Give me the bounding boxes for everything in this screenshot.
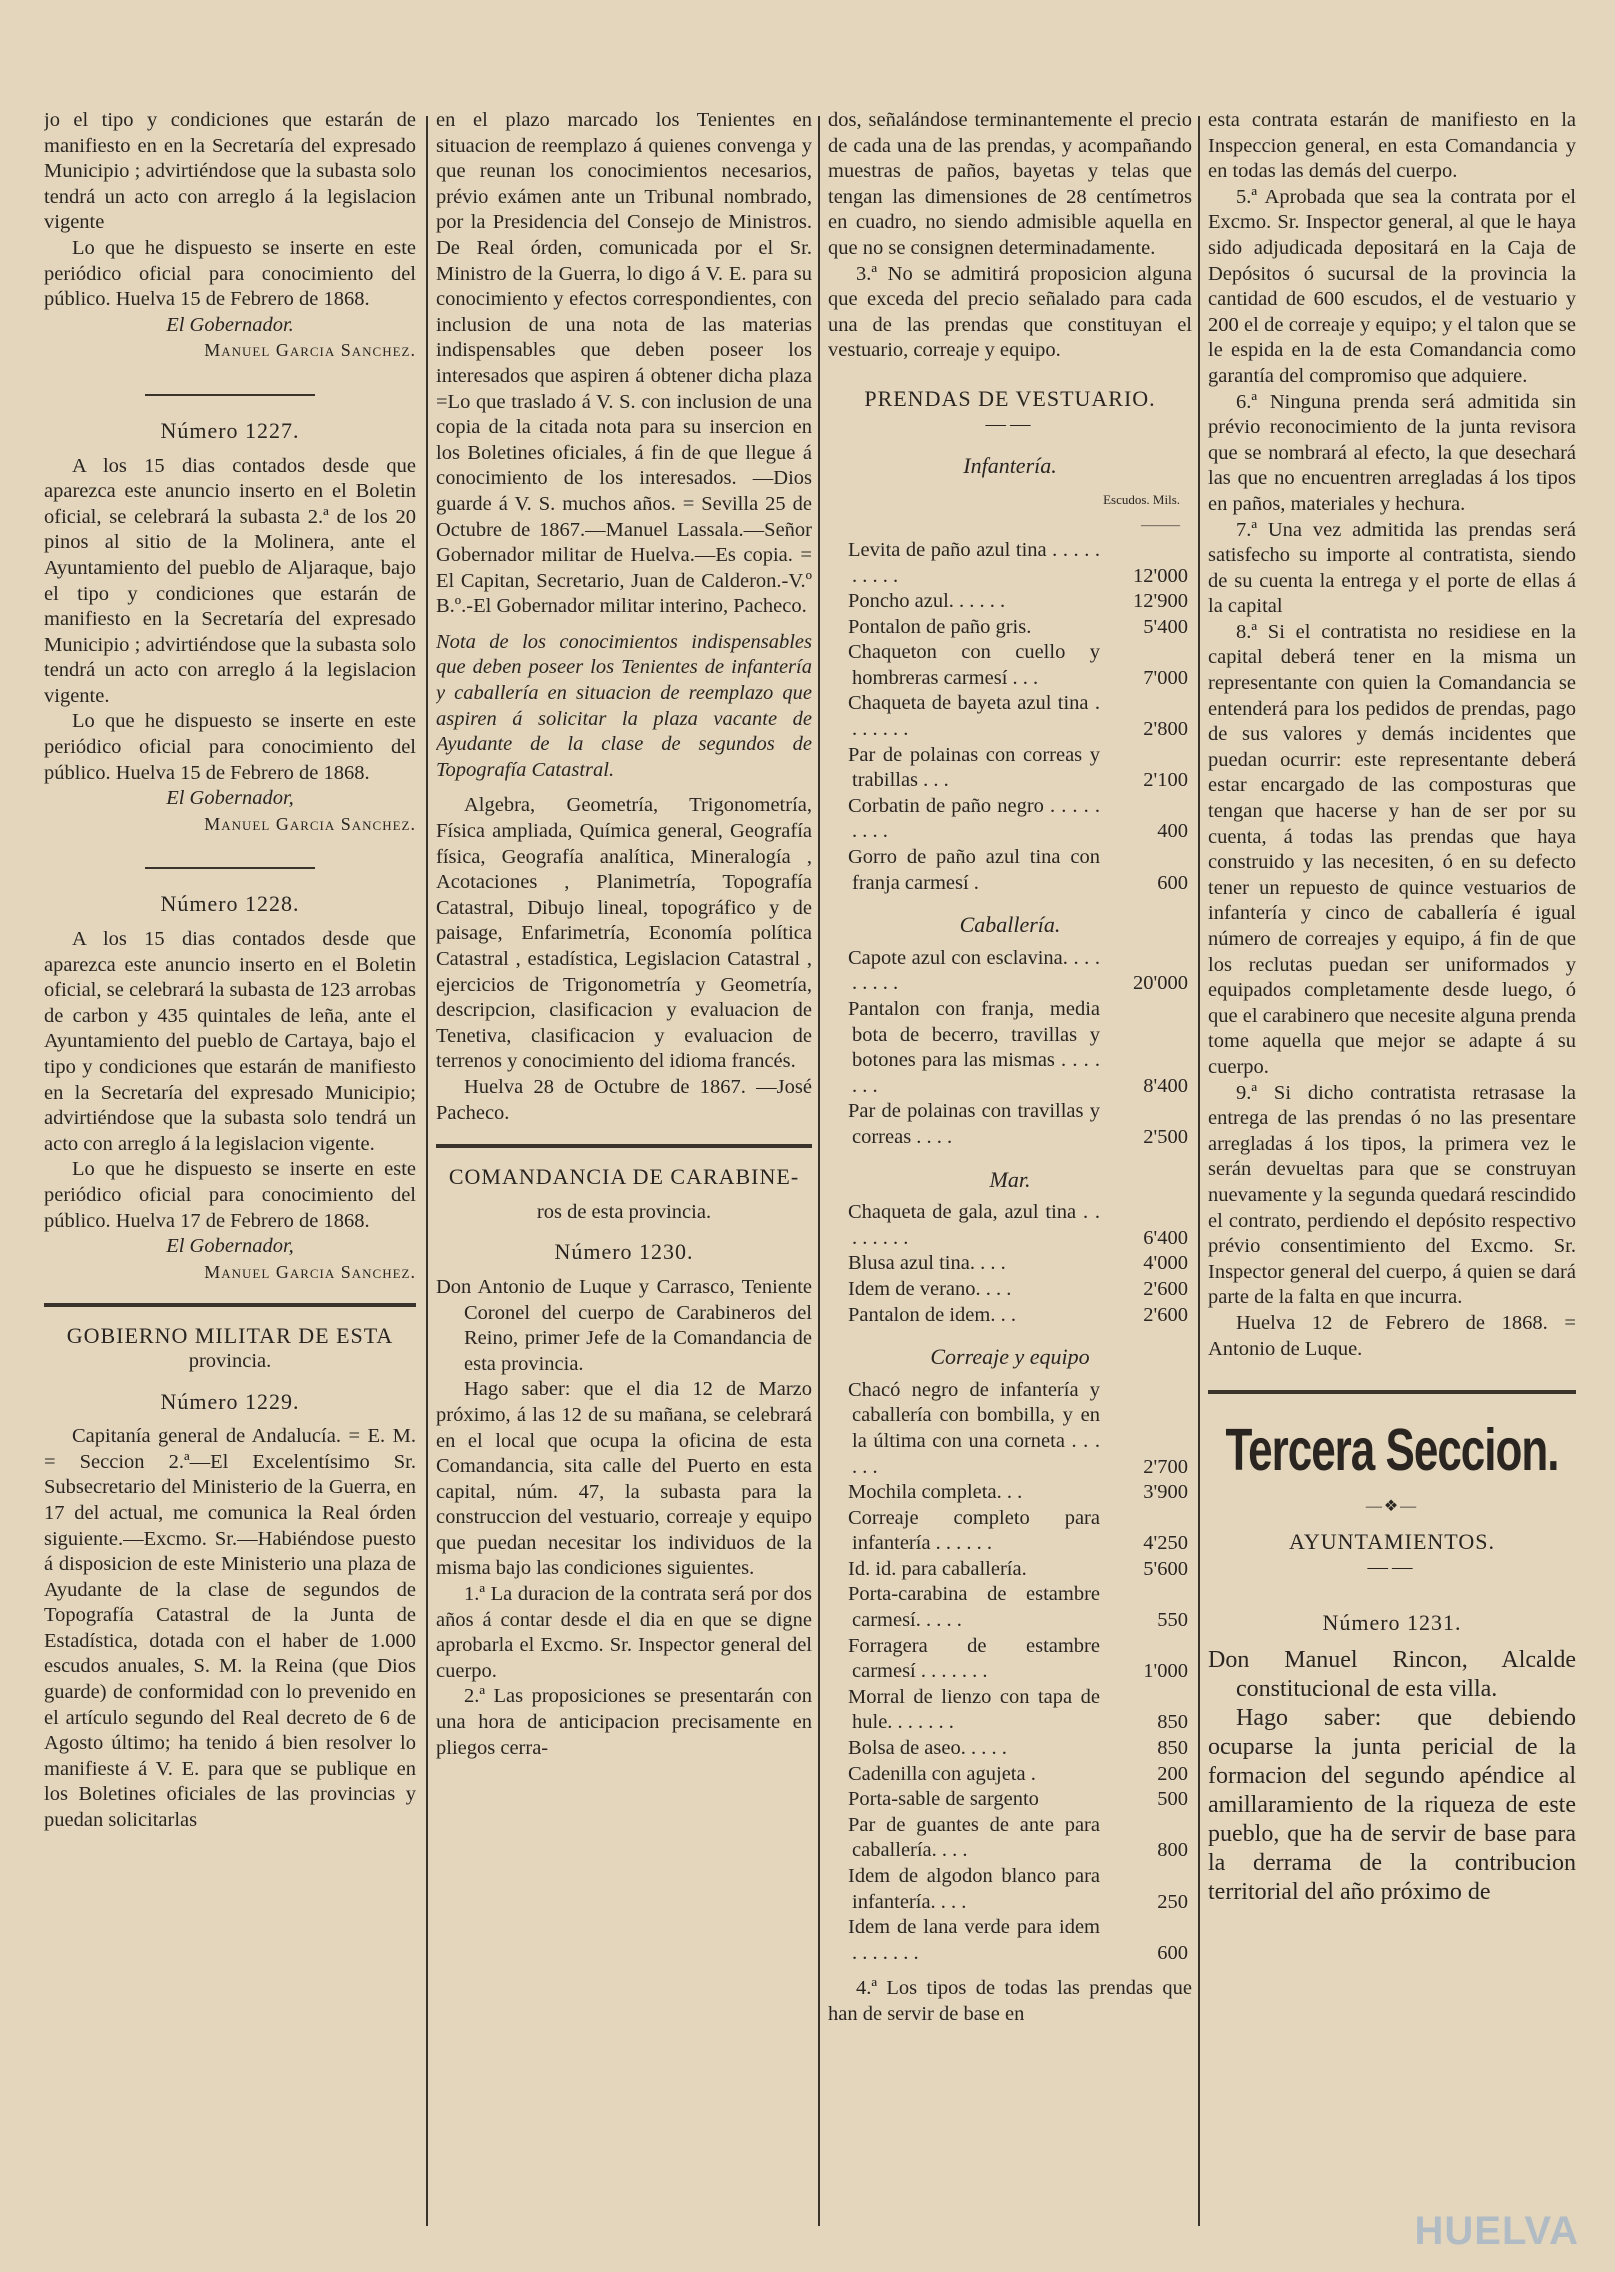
price-item-value: 4'250 <box>1143 1532 1188 1555</box>
price-item <box>828 1864 1192 1915</box>
price-item-value: 5'400 <box>1143 615 1188 638</box>
price-item <box>828 946 1192 997</box>
price-item-desc: Cadenilla con agujeta . <box>848 1762 1036 1785</box>
price-item-desc: Chaqueta de bayeta azul tina . . . . . . . <box>848 692 1100 741</box>
paragraph: Don Antonio de Luque y Carrasco, Teniente Coronel del cuerpo de Carabineros del Reino, primer Jefe de la Comandancia de esta provincia. <box>436 1275 812 1375</box>
note-heading: Nota de los conocimientos indispensables que deben poseer los Tenientes de infantería y caballería en situacion de reemplazo que aspiren á solicitar la plaza vacante de Ayudante de la clase de segundos de Topografía Catastral. <box>436 630 812 781</box>
price-item-desc: Idem de algodon blanco para infantería. . . . <box>848 1865 1100 1913</box>
price-item-desc: Forragera de estambre carmesí . . . . . . . <box>848 1634 1100 1683</box>
paragraph: A los 15 dias contados desde que aparezca este anuncio inserto en el Boletin oficial, se celebrará la subasta 2.ª de los 20 pinos al sitio de la Molinera, ante el Ayuntamiento del pueblo de Aljaraque, bajo el tipo y condiciones que estarán de manifiesto en la Secretaría del expresado Municipio ; advirtiéndose que la subasta solo tendrá un acto con arreglo á la legislacion vigente. <box>44 454 416 707</box>
price-list-infanteria <box>828 538 1192 896</box>
price-item-value: 6'400 <box>1143 1226 1188 1249</box>
announcement-number: Número 1227. <box>160 417 300 443</box>
price-item-value: 7'000 <box>1143 666 1188 689</box>
price-item <box>828 743 1192 794</box>
paragraph: 9.ª Si dicho contratista retrasase la entrega de las prendas ó no las presentare arregladas á los tipos, la primera vez le serán devueltas para que se construyan nuevamente y la segunda quedará rescindido el contrato, perdiendo el depósito respectivo prévio consentimiento del Excmo. Sr. Inspector general del cuerpo, á quien se dará parte de la falta en que incurra. <box>1208 1081 1576 1309</box>
column-3 <box>828 108 1192 2258</box>
price-item-value: 850 <box>1157 1737 1188 1760</box>
section-heading: COMANDANCIA DE CARABINE- <box>448 1164 800 1190</box>
price-item-value: 800 <box>1157 1839 1188 1862</box>
price-item <box>828 538 1192 589</box>
price-item <box>828 1251 1192 1277</box>
price-item <box>828 1200 1192 1251</box>
newspaper-page <box>28 108 1593 2258</box>
section-heading: GOBIERNO MILITAR DE ESTA <box>66 1323 394 1349</box>
price-item-value: 20'000 <box>1133 972 1188 995</box>
price-item-desc: Chaqueta de gala, azul tina . . . . . . . . <box>848 1201 1100 1249</box>
price-item-desc: Par de polainas con correas y trabillas . . . <box>848 743 1100 792</box>
price-list-correaje <box>828 1378 1192 1967</box>
price-item-value: 2'600 <box>1143 1277 1188 1300</box>
price-item <box>828 1634 1192 1685</box>
price-item-desc: Pantalon de idem. . . <box>848 1303 1016 1326</box>
price-item <box>828 1378 1192 1480</box>
price-item-desc: Chaqueton con cuello y hombreras carmesí . . . <box>848 641 1100 689</box>
signature-title: El Gobernador, <box>166 1235 294 1258</box>
price-item-desc: Id. id. para caballería. <box>848 1557 1027 1580</box>
price-item <box>828 1506 1192 1557</box>
price-item-desc: Chacó negro de infantería y caballería con bombilla, y en la última con una corneta . . . . . . <box>848 1378 1100 1478</box>
paragraph: Capitanía general de Andalucía. = E. M. = Seccion 2.ª—El Excelentísimo Sr. Subsecretario del Ministerio de la Guerra, en 17 del actual, me comunica la Real órden siguiente.—Excmo. Sr.—Habiéndose puesto á disposicion de este Ministerio una plaza de Ayudante de la clase de segundos de Topografía Catastral de la Junta de Estadística, dotada con el haber de 1.000 escudos anuales, S. M. la Reina (que Dios guarde) de conformidad con lo prevenido en el artículo segundo del Real decreto de 6 de Agosto último; ha tenido á bien resolver lo manifieste á V. E. para que se publique en los Boletines oficiales de las provincias y puedan solicitarlas <box>44 1425 416 1832</box>
price-item <box>828 640 1192 691</box>
paragraph: 3.ª No se admitirá proposicion alguna que exceda del precio señalado para cada una de las prendas que constituyan el vestuario, correaje y equipo. <box>828 262 1192 362</box>
price-item-value: 500 <box>1157 1788 1188 1811</box>
price-item-value: 2'800 <box>1143 718 1188 741</box>
paragraph: Lo que he dispuesto se inserte en este periódico oficial para conocimiento del público. Huelva 15 de Febrero de 1868. <box>44 710 416 784</box>
announcement-number: Número 1231. <box>1322 1610 1462 1636</box>
price-item-value: 1'000 <box>1143 1660 1188 1683</box>
price-item-value: 5'600 <box>1143 1557 1188 1580</box>
price-item-value: 3'900 <box>1143 1481 1188 1504</box>
price-item-value: 2'100 <box>1143 769 1188 792</box>
paragraph: jo el tipo y condiciones que estarán de manifiesto en en la Secretaría del expresado Municipio ; advirtiéndose que la subasta solo tendrá un acto con arreglo á la legislacion vigente <box>44 109 416 234</box>
paragraph: 4.ª Los tipos de todas las prendas que han de servir de base en <box>828 1977 1192 2025</box>
column-2 <box>436 108 812 2258</box>
price-item <box>828 1557 1192 1583</box>
signature-name: Manuel Garcia Sanchez. <box>204 340 416 361</box>
price-list-caballeria <box>828 946 1192 1151</box>
section-divider <box>1208 1390 1576 1394</box>
price-item <box>828 1099 1192 1150</box>
price-item <box>828 1736 1192 1762</box>
paragraph: 7.ª Una vez admitida las prendas será satisfecho su importe al contratista, siendo de su cuenta la entrega y el porte de ellas á la capital <box>1208 518 1576 618</box>
price-item-desc: Idem de lana verde para idem . . . . . . . <box>848 1916 1100 1964</box>
price-item-desc: Pantalon con franja, media bota de becerro, travillas y botones para las mismas . . . . . . . <box>848 998 1100 1097</box>
price-item <box>828 589 1192 615</box>
price-item <box>828 615 1192 641</box>
column-rule <box>426 116 428 2226</box>
paragraph: 8.ª Si el contratista no residiese en la capital deberá tener en la misma un representante con quien la Comandancia se entenderá para los pedidos de prendas, pago de sus valores y demás incidentes que puedan ocurrir: este representante deberá estar encargado de las composturas que tengan que hacerse y han de ser por su cuenta, á todas las prendas que haya construido y las necesiten, ó en su defecto tener un repuesto de quince vestuarios de infantería y cinco de caballería é igual número de correajes y equipo, á fin de que los reclutas puedan ser uniformados y equipados completamente desde luego, ó que el carabinero que necesite alguna prenda tome aquella que mejor se adapte á su cuerpo. <box>1208 620 1576 1078</box>
price-item-desc: Gorro de paño azul tina con franja carmesí . <box>848 846 1100 894</box>
paragraph: Lo que he dispuesto se inserte en este periódico oficial para conocimiento del público. Huelva 15 de Febrero de 1868. <box>44 236 416 311</box>
price-item-desc: Capote azul con esclavina. . . . . . . . . <box>848 946 1100 995</box>
price-item-value: 2'700 <box>1143 1455 1188 1478</box>
announcement-number: Número 1228. <box>160 891 300 917</box>
price-item <box>828 1762 1192 1788</box>
section-divider <box>436 1144 812 1148</box>
date-line: Huelva 12 de Febrero de 1868. = Antonio de Luque. <box>1208 1311 1576 1360</box>
price-item <box>828 997 1192 1099</box>
paragraph: Algebra, Geometría, Trigonometría, Física ampliada, Química general, Geografía física, Geografía analítica, Mineralogía , Acotaciones , Planimetría, Topografía Catastral, Dibujo lineal, topográfico y de paisage, Enfarimetría, Economía política Catastral , estadística, Legislacion Catastral , ejercicios de Trigonometría y Geometría, descripcion, clasificacion y evaluacion de Tenetiva, clasificacion y evaluacion de terrenos y conocimiento del idioma francés. <box>436 794 812 1073</box>
category-heading: Caballería. <box>959 912 1061 938</box>
price-item-desc: Corbatin de paño negro . . . . . . . . . <box>848 794 1100 843</box>
dash-ornament: —— <box>985 412 1035 435</box>
section-subheading: provincia. <box>188 1349 272 1372</box>
price-item-desc: Porta-carabina de estambre carmesí. . . . . <box>848 1583 1100 1632</box>
price-item-desc: Levita de paño azul tina . . . . . . . . . . <box>848 538 1100 587</box>
price-item <box>828 1582 1192 1633</box>
price-item-desc: Par de guantes de ante para caballería. . . . <box>848 1813 1100 1862</box>
date-line: Huelva 28 de Octubre de 1867. —José Pacheco. <box>436 1075 812 1124</box>
price-item-value: 200 <box>1157 1762 1188 1785</box>
price-item-desc: Correaje completo para infantería . . . . . . <box>848 1506 1100 1555</box>
announcement-number: Número 1230. <box>554 1239 694 1265</box>
category-heading: Infantería. <box>963 453 1057 479</box>
section-heading: PRENDAS DE VESTUARIO. <box>864 385 1156 411</box>
units-header: Escudos. Mils. <box>1103 491 1180 507</box>
price-item <box>828 1787 1192 1813</box>
price-item <box>828 691 1192 742</box>
paragraph: Don Manuel Rincon, Alcalde constitucional de esta villa. <box>1208 1647 1576 1703</box>
ornament: —❖— <box>1365 1497 1419 1515</box>
category-heading: Mar. <box>989 1166 1031 1192</box>
price-item-desc: Idem de verano. . . . <box>848 1277 1012 1300</box>
column-rule <box>1198 116 1200 2226</box>
paragraph: Hago saber: que el dia 12 de Marzo próximo, á las 12 de su mañana, se celebrará en el local que ocupa la oficina de esta Comandancia, sita calle del Puerto en esta capital, núm. 47, la subasta para la construccion del vestuario, correaje y equipo que puedan necesitar los individuos de la misma bajo las condiciones siguientes. <box>436 1378 812 1580</box>
paragraph: esta contrata estarán de manifiesto en la Inspeccion general, en esta Comandancia y en todas las demás del cuerpo. <box>1208 109 1576 183</box>
price-item-value: 600 <box>1157 871 1188 894</box>
column-4 <box>1208 108 1576 2258</box>
price-item <box>828 1915 1192 1966</box>
price-item-desc: Morral de lienzo con tapa de hule. . . . . . . <box>848 1685 1100 1734</box>
price-item <box>828 1277 1192 1303</box>
watermark-logo: HUELVA <box>1414 2209 1579 2253</box>
signature-title: El Gobernador. <box>166 313 294 336</box>
price-item-value: 250 <box>1157 1890 1188 1913</box>
price-item-value: 400 <box>1157 820 1188 843</box>
section-divider <box>44 1303 416 1307</box>
paragraph: A los 15 dias contados desde que aparezca este anuncio inserto en el Boletin oficial, se celebrará la subasta de 123 arrobas de carbon y 435 quintales de leña, ante el Ayuntamiento del pueblo de Cartaya, bajo el tipo y condiciones que estarán de manifiesto en la Secretaría del expresado Municipio; advirtiéndose que la subasta solo tendrá un acto con arreglo á la legislacion vigente. <box>44 928 416 1155</box>
price-item <box>828 1685 1192 1736</box>
signature-title: El Gobernador, <box>166 787 294 810</box>
price-item-value: 4'000 <box>1143 1252 1188 1275</box>
price-item-value: 2'600 <box>1143 1303 1188 1326</box>
paragraph: dos, señalándose terminantemente el precio de cada una de las prendas, y acompañando muestras de paños, bayetas y telas que tengan las dimensiones de 28 centímetros en cuadro, no siendo admisible aquella en que no se consignen determinadamente. <box>828 109 1192 259</box>
section-subheading: ros de esta provincia. <box>536 1200 712 1223</box>
price-item <box>828 1480 1192 1506</box>
price-item-desc: Bolsa de aseo. . . . . <box>848 1737 1007 1760</box>
price-item-value: 8'400 <box>1143 1074 1188 1097</box>
price-item-desc: Porta-sable de sargento <box>848 1788 1039 1811</box>
column-1 <box>44 108 416 2258</box>
signature-name: Manuel Garcia Sanchez. <box>204 1261 416 1282</box>
paragraph: 2.ª Las proposiciones se presentarán con una hora de anticipacion precisamente en pliegos cerra- <box>436 1685 812 1759</box>
price-item-value: 600 <box>1157 1941 1188 1964</box>
price-item-desc: Poncho azul. . . . . . <box>848 590 1006 613</box>
price-item-desc: Blusa azul tina. . . . <box>848 1252 1006 1275</box>
category-heading: Correaje y equipo <box>930 1344 1090 1370</box>
paragraph: 5.ª Aprobada que sea la contrata por el Excmo. Sr. Inspector general, al que le haya sido adjudicada depositará en la Caja de Depósitos ó sucursal de la provincia la cantidad de 600 escudos, el de vestuario y 200 el de correaje y equipo; y el talon que se le espida en la de esta Comandancia como garantía del compromiso que adquiere. <box>1208 185 1576 387</box>
price-item-desc: Pontalon de paño gris. <box>848 615 1032 638</box>
price-item <box>828 1303 1192 1329</box>
price-item-value: 850 <box>1157 1711 1188 1734</box>
section-heading: AYUNTAMIENTOS. <box>1289 1529 1495 1555</box>
section-title: Tercera Seccion. <box>1225 1417 1559 1484</box>
announcement-number: Número 1229. <box>160 1388 300 1414</box>
paragraph: 6.ª Ninguna prenda será admitida sin prévio reconocimiento de la junta revisora que se nombrará al efecto, la que desechará las que no encuentren arregladas á los tipos en paños, materiales y hechura. <box>1208 390 1576 515</box>
price-item <box>828 1813 1192 1864</box>
dash-ornament: —— <box>1367 1555 1417 1578</box>
divider <box>145 394 315 396</box>
price-item-value: 12'000 <box>1133 564 1188 587</box>
paragraph: Lo que he dispuesto se inserte en este periódico oficial para conocimiento del público. Huelva 17 de Febrero de 1868. <box>44 1158 416 1232</box>
paragraph: 1.ª La duracion de la contrata será por dos años á contar desde el dia en que se digne aprobarla el Excmo. Sr. Inspector general del cuerpo. <box>436 1583 812 1682</box>
divider <box>145 867 315 869</box>
signature-name: Manuel Garcia Sanchez. <box>204 813 416 834</box>
dash-ornament: ——— <box>1141 517 1180 533</box>
price-item-desc: Mochila completa. . . <box>848 1481 1023 1504</box>
price-item <box>828 794 1192 845</box>
price-item-desc: Par de polainas con travillas y correas . . . . <box>848 1100 1100 1148</box>
paragraph: Hago saber: que debiendo ocuparse la junta pericial de la formacion del segundo apéndice al amillaramiento de la riqueza de este pueblo, que ha de servir de base para la derrama de la contribucion territorial del año próximo de <box>1208 1705 1576 1906</box>
price-item-value: 12'900 <box>1133 590 1188 613</box>
price-item <box>828 845 1192 896</box>
paragraph: en el plazo marcado los Tenientes en situacion de reemplazo á quienes convenga y que reunan los conocimientos necesarios, prévio exámen ante un Tribunal nombrado, por la Presidencia del Consejo de Ministros. De Real órden, comunicada por el Sr. Ministro de la Guerra, lo digo á V. E. para su conocimiento y efectos correspondientes, con inclusion de una nota de las materias indispensables que deben poseer los interesados que aspiren á obtener dicha plaza =Lo que traslado á V. S. con inclusion de una copia de la citada nota para su insercion en los Boletines oficiales, á fin de que llegue á conocimiento de los interesados. —Dios guarde á V. S. muchos años. = Sevilla 25 de Octubre de 1867.—Manuel Lassala.—Señor Gobernador militar de Huelva.—Es copia. = El Capitan, Secretario, Juan de Calderon.-V.º B.º.-El Gobernador militar interino, Pacheco. <box>436 109 812 618</box>
price-item-value: 2'500 <box>1143 1125 1188 1148</box>
column-rule <box>818 116 820 2226</box>
price-item-value: 550 <box>1157 1609 1188 1632</box>
price-list-mar <box>828 1200 1192 1328</box>
